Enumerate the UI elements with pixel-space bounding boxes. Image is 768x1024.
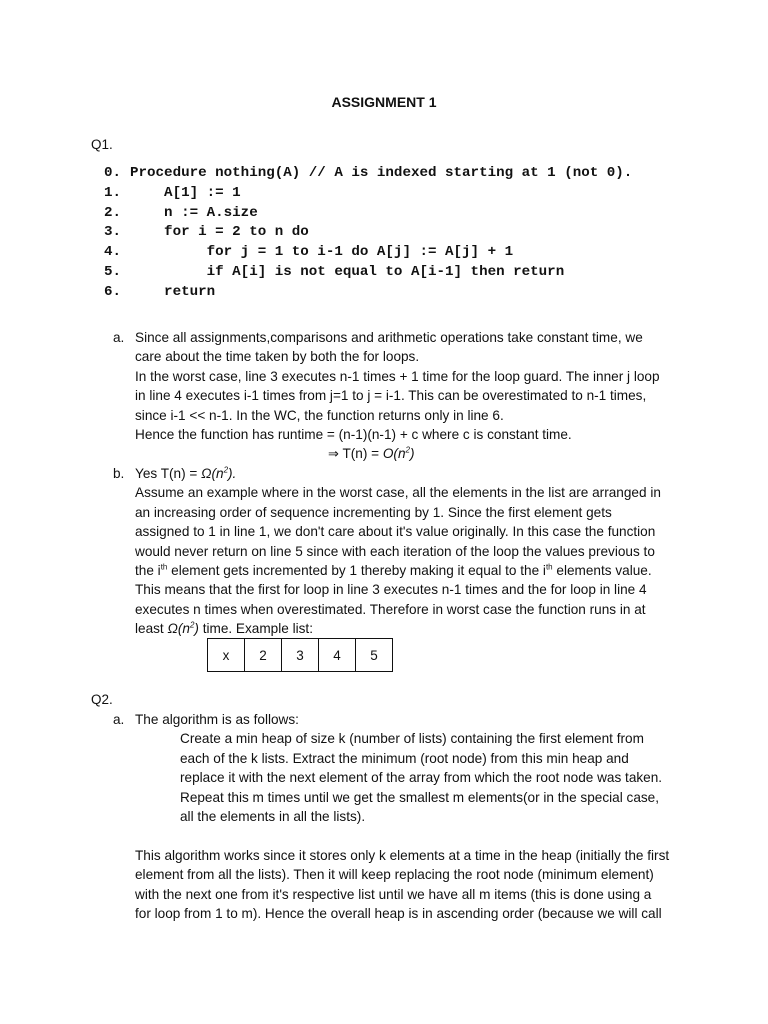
algorithm-step-line: Repeat this m times until we get the smallest m elements(or in the special case, [180,789,660,805]
yes-line: Yes $T(n) = \Omega(n^2)$. [135,465,237,481]
table-cell: 5 [356,639,393,672]
code-line: 2. n := A.size [104,204,258,221]
text-line: an increasing order of sequence incrementing by 1. Since the first element gets [135,504,612,520]
text-line: Since all assignments,comparisons and arithmetic operations take constant time, we [135,330,643,345]
code-line: 6. return [104,283,216,300]
example-list-table [207,638,393,672]
assignment-title: ASSIGNMENT 1 [331,94,437,110]
code-line: 3. for i = 2 to n do [104,224,309,241]
text-line: Assume an example where in the worst case, all the elements in the list are arranged in [135,485,661,501]
table-cell: x [208,639,245,672]
implies-arrow-icon: ⇒ [328,447,339,463]
question-1-label: Q1. [91,137,113,152]
code-line: 0. Procedure nothing(A) // A is indexed starting at 1 (not 0). [104,165,633,181]
code-line: 1. A[1] := 1 [104,184,241,201]
text-line: the $i^{th}$ element gets incremented by 1 thereby making it equal to the $i^{th}$ elements value. [135,562,652,578]
text-line: since i-1 << n-1. In the WC, the function returns only in line 6. [135,407,504,423]
question-2-label: Q2. [91,692,113,707]
text-line: The algorithm is as follows: [135,712,299,727]
text-line: executes n times when overestimated. Therefore in worst case the function runs in at [135,601,646,617]
algorithm-step-line: each of the k lists. Extract the minimum (root node) from this min heap and [180,750,629,766]
text-line: for loop from 1 to m). Hence the overall heap is in ascending order (because we will call [135,906,662,922]
answer-letter: b. [113,466,125,481]
table-cell: 2 [245,639,282,672]
text-line: care about the time taken by both the for loops. [135,349,420,365]
text-line: This means that the first for loop in line 3 executes n-1 times and the for loop in line 4 [135,582,647,598]
text-line: element from all the lists). Then it will keep replacing the root node (minimum element) [135,867,654,883]
algorithm-step-line: all the elements in all the lists). [180,808,366,824]
algorithm-step-line: Create a min heap of size k (number of lists) containing the first element from [180,731,644,747]
text-line: least $\Omega(n^2)$ time. Example list: [135,620,313,637]
text-line: In the worst case, line 3 executes n-1 times + 1 time for the loop guard. The inner j loop [135,368,660,384]
table-row [208,639,393,672]
text-line: assigned to 1 in line 1, we don't care about it's value originally. In this case the function [135,524,656,540]
algorithm-step-line: replace it with the next element of the array from which the root node was taken. [180,770,663,786]
text-line: Hence the function has runtime = (n-1)(n-1) + c where c is constant time. [135,426,572,442]
pseudocode-block [104,164,632,303]
table-cell: 3 [282,639,319,672]
explanation-paragraph [135,846,669,924]
table-cell: 4 [319,639,356,672]
text-line: in line 4 executes i-1 times from j=1 to j = i-1. This can be overestimated to n-1 times, [135,388,647,404]
code-line: 4. for j = 1 to i-1 do A[j] := A[j] + 1 [104,244,514,261]
answer-letter: a. [113,712,125,727]
code-line: 5. if A[i] is not equal to A[i-1] then return [104,263,565,280]
text-line: would never return on line 5 since with each iteration of the loop the values previous to [135,543,655,559]
text-line: with the next one from it's respective list until we have all m items (this is done using a [135,886,652,902]
text-line: This algorithm works since it stores only k elements at a time in the heap (initially the first [135,848,670,863]
answer-letter: a. [113,330,125,345]
result-line: ⇒ $T(n) = O(n^2)$ [328,445,415,463]
